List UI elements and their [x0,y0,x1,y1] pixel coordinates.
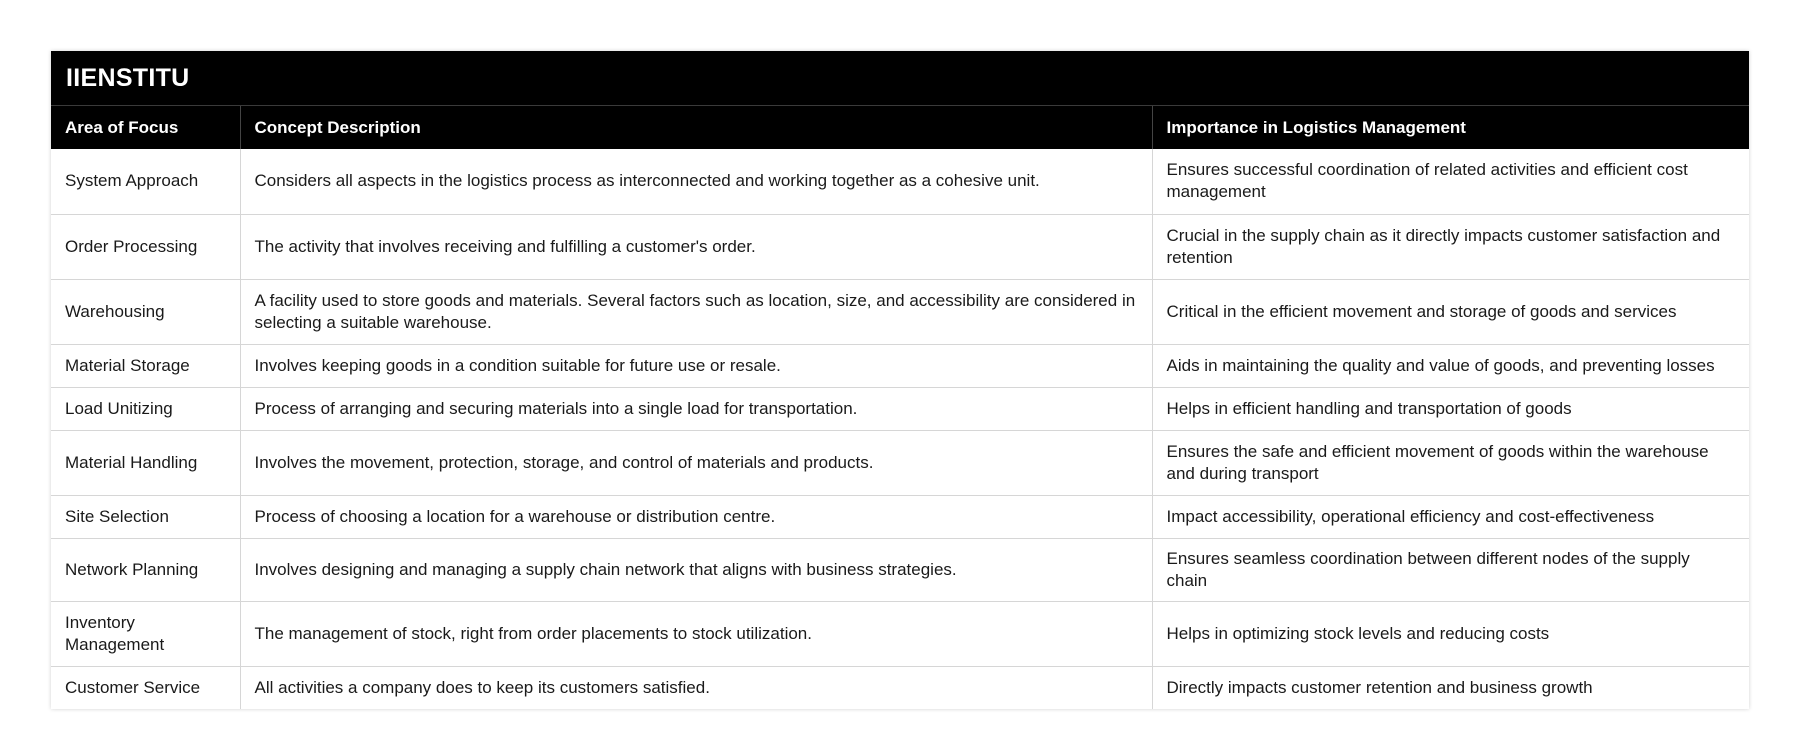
table-row [51,387,1749,430]
cell-concept: Process of choosing a location for a warehouse or distribution centre. [240,495,1152,538]
cell-area: Load Unitizing [51,387,240,430]
table-row [51,495,1749,538]
cell-concept: Involves designing and managing a supply chain network that aligns with business strategies. [240,538,1152,601]
brand-title: IIENSTITU [51,51,1749,106]
cell-importance: Helps in optimizing stock levels and reducing costs [1152,601,1749,666]
cell-concept: Involves keeping goods in a condition suitable for future use or resale. [240,344,1152,387]
cell-importance: Helps in efficient handling and transportation of goods [1152,387,1749,430]
table-row [51,344,1749,387]
cell-area: Material Storage [51,344,240,387]
header-area-of-focus: Area of Focus [51,106,240,149]
cell-importance: Crucial in the supply chain as it directly impacts customer satisfaction and retention [1152,214,1749,279]
cell-concept: Process of arranging and securing materials into a single load for transportation. [240,387,1152,430]
cell-area: Order Processing [51,214,240,279]
cell-importance: Ensures seamless coordination between different nodes of the supply chain [1152,538,1749,601]
cell-area: Site Selection [51,495,240,538]
cell-area: Material Handling [51,430,240,495]
cell-importance: Ensures the safe and efficient movement of goods within the warehouse and during transport [1152,430,1749,495]
cell-area: Inventory Management [51,601,240,666]
cell-concept: Involves the movement, protection, storage, and control of materials and products. [240,430,1152,495]
cell-area: Customer Service [65,677,201,697]
header-row [51,106,1749,149]
cell-importance: Aids in maintaining the quality and value of goods, and preventing losses [1152,344,1749,387]
table-row [51,149,1749,214]
cell-concept: A facility used to store goods and materials. Several factors such as location, size, and accessibility are considered in selecting a suitable warehouse. [240,279,1152,344]
cell-importance: Impact accessibility, operational efficiency and cost-effectiveness [1152,495,1749,538]
table-row [51,666,1749,709]
header-concept-description: Concept Description [240,106,1152,149]
cell-concept: The management of stock, right from order placements to stock utilization. [240,601,1152,666]
table-row [51,601,1749,666]
cell-importance: Directly impacts customer retention and business growth [1152,666,1749,709]
logistics-table-card [51,51,1749,709]
table-header [51,106,1749,149]
cell-importance: Ensures successful coordination of related activities and efficient cost management [1152,149,1749,214]
table-body [51,149,1749,709]
table-row [51,430,1749,495]
cell-area: Network Planning [51,538,240,601]
cell-concept: All activities a company does to keep its customers satisfied. [240,666,1152,709]
cell-area: System Approach [51,149,240,214]
cell-area: Warehousing [51,279,240,344]
logistics-table [51,106,1749,709]
table-row [51,214,1749,279]
table-row [51,538,1749,601]
table-row [51,279,1749,344]
cell-importance: Critical in the efficient movement and storage of goods and services [1152,279,1749,344]
cell-concept: Considers all aspects in the logistics process as interconnected and working together as a cohesive unit. [240,149,1152,214]
header-importance: Importance in Logistics Management [1152,106,1749,149]
cell-concept: The activity that involves receiving and fulfilling a customer's order. [240,214,1152,279]
